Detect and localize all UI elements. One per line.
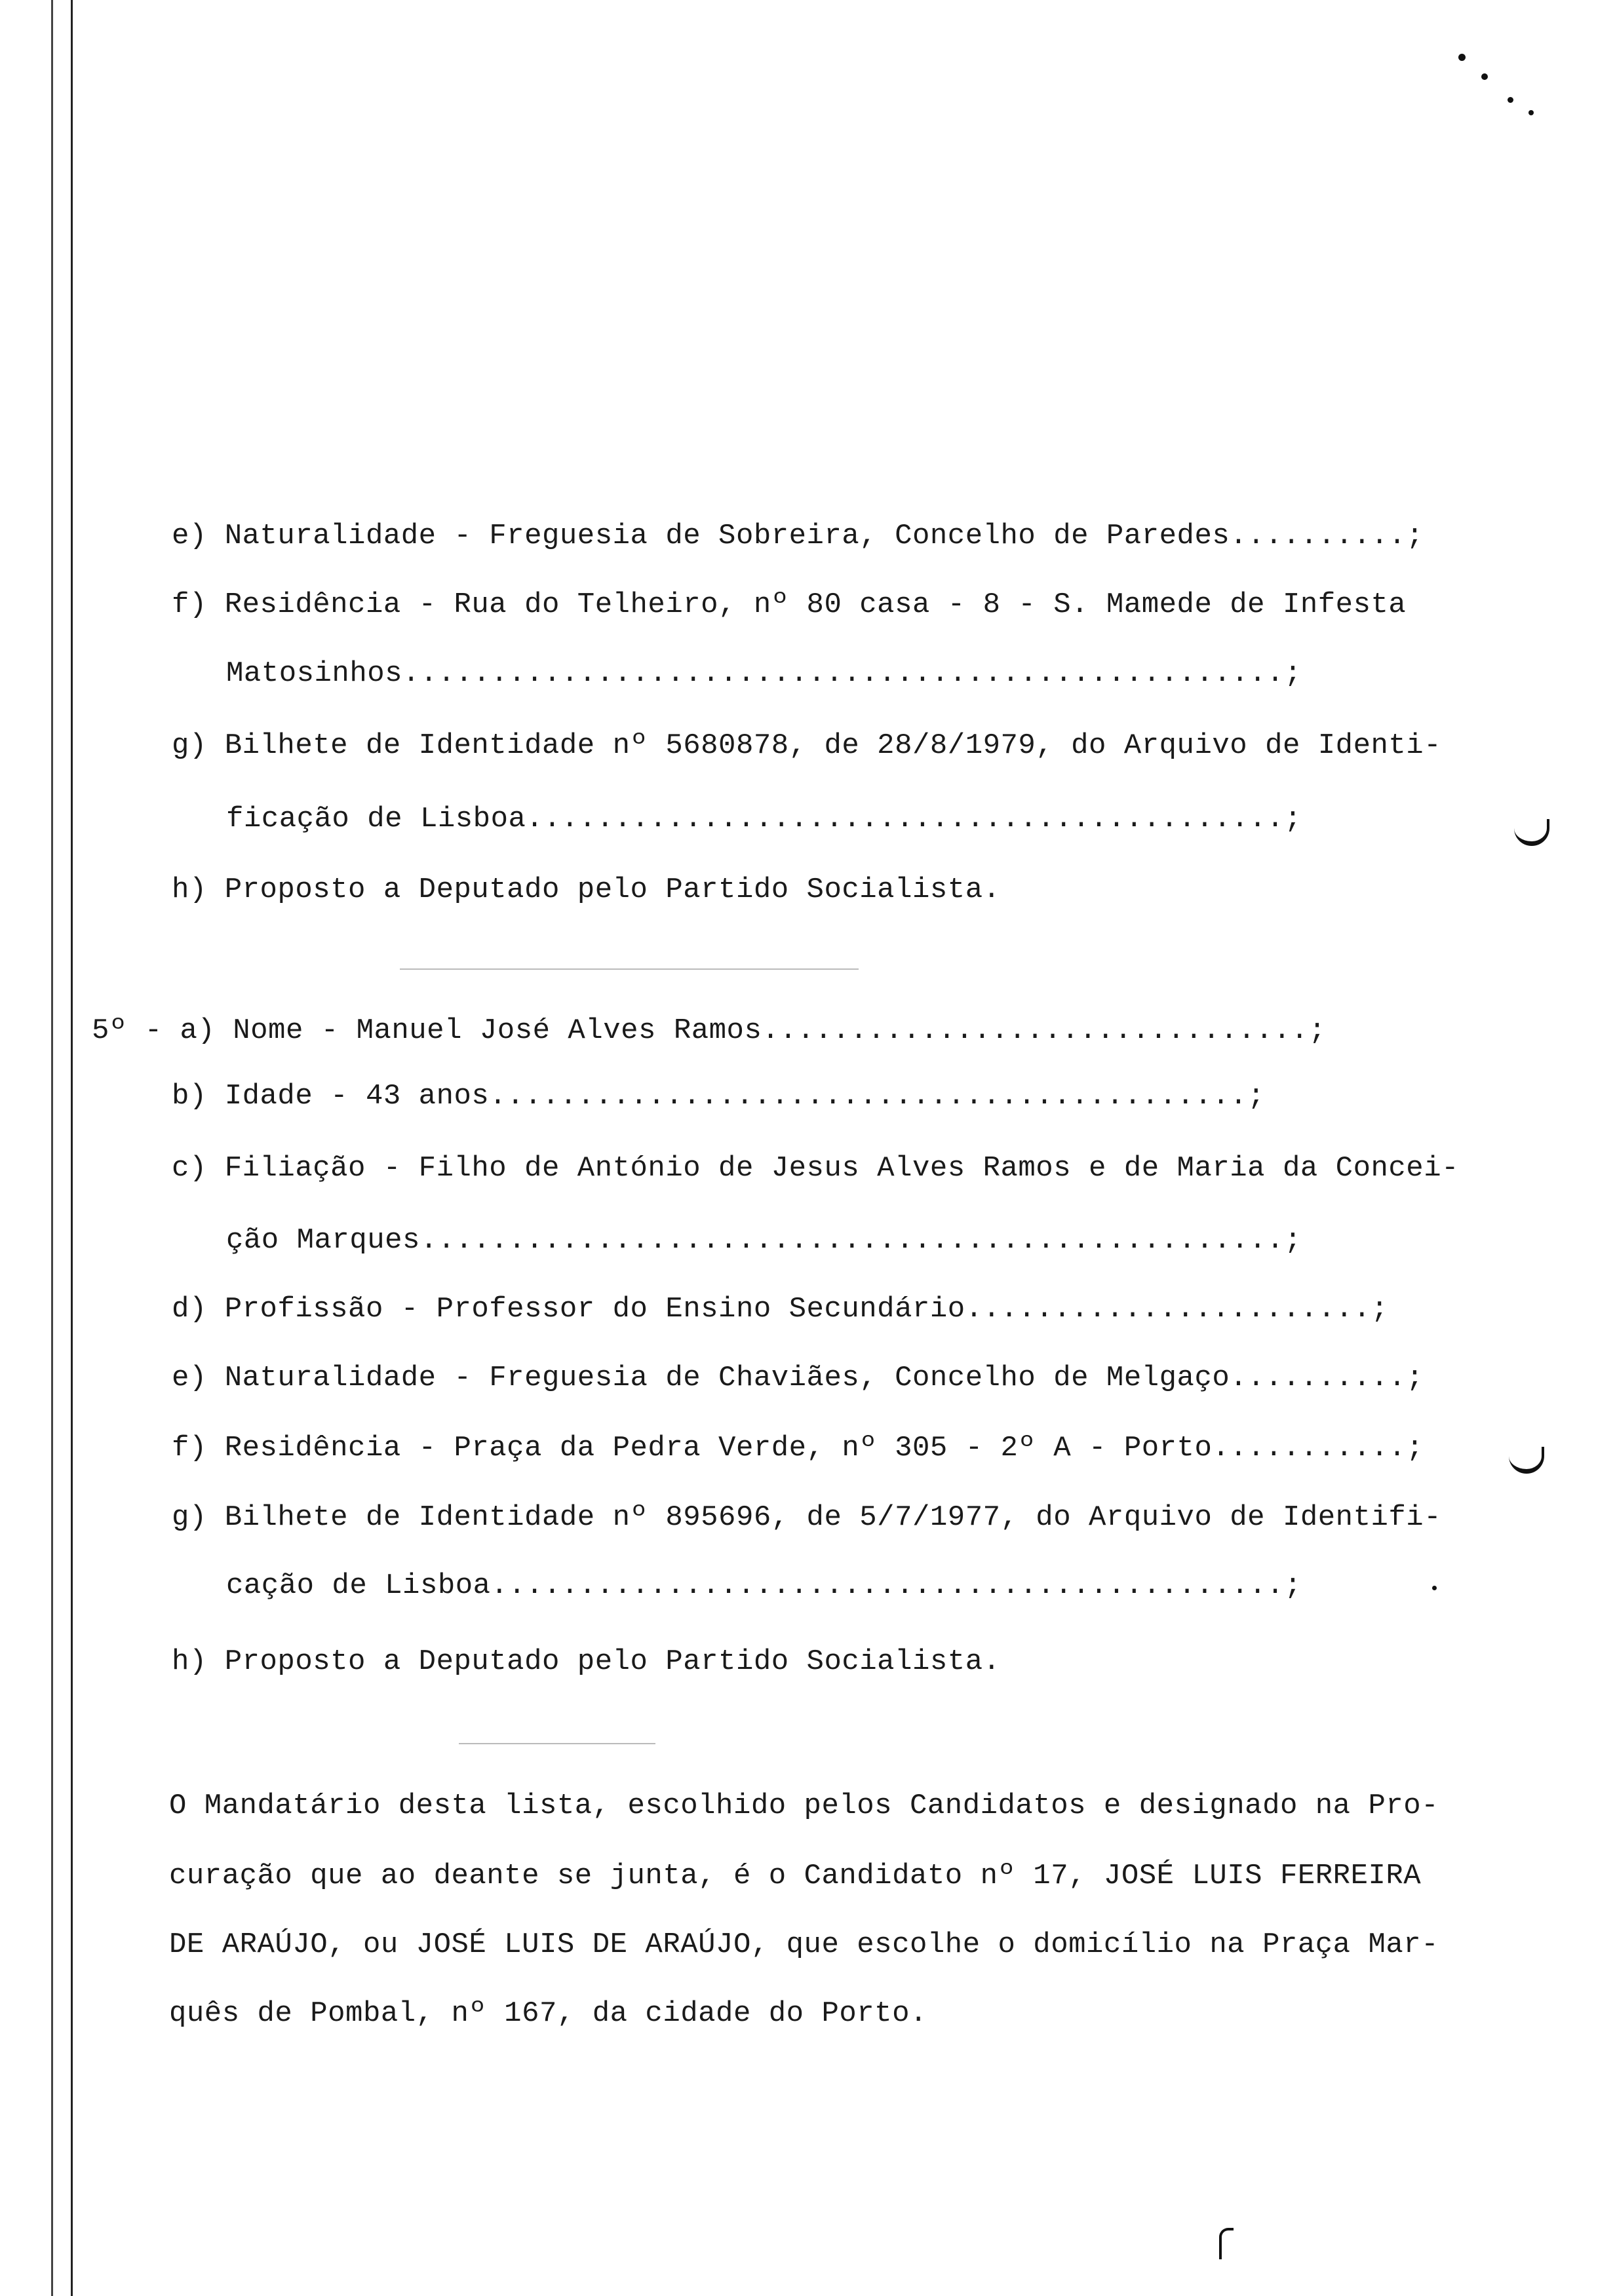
item-f-residencia-cont: Matosinhos..................................................; — [226, 657, 1302, 690]
candidate5-item-g-bilhete-cont: cação de Lisboa.............................................; — [226, 1569, 1302, 1602]
mandatario-paragraph-line: curação que ao deante se junta, é o Candidato nº 17, JOSÉ LUIS FERREIRA — [169, 1860, 1422, 1892]
candidate5-item-d-profissao: d) Profissão - Professor do Ensino Secundário.......................; — [172, 1293, 1389, 1326]
candidate5-item-f-residencia: f) Residência - Praça da Pedra Verde, nº 305 - 2º A - Porto...........; — [172, 1432, 1424, 1464]
item-f-residencia: f) Residência - Rua do Telheiro, nº 80 casa - 8 - S. Mamede de Infesta — [172, 588, 1407, 621]
mandatario-paragraph-line: DE ARAÚJO, ou JOSÉ LUIS DE ARAÚJO, que escolhe o domicílio na Praça Mar- — [169, 1928, 1439, 1961]
candidate5-item-h-proposto: h) Proposto a Deputado pelo Partido Socialista. — [172, 1645, 1001, 1678]
scan-artifact — [459, 1743, 655, 1744]
mandatario-paragraph-line: O Mandatário desta lista, escolhido pelos Candidatos e designado na Pro- — [169, 1789, 1439, 1822]
candidate5-item-c-filiacao: c) Filiação - Filho de António de Jesus Alves Ramos e de Maria da Concei- — [172, 1152, 1460, 1185]
candidate5-item-b-idade: b) Idade - 43 anos...........................................; — [172, 1080, 1266, 1113]
check-mark-arc — [1509, 1447, 1544, 1474]
item-h-proposto: h) Proposto a Deputado pelo Partido Socialista. — [172, 873, 1001, 906]
ink-dot — [1432, 1586, 1437, 1590]
scan-artifact — [400, 968, 859, 970]
check-mark-arc — [1514, 819, 1549, 846]
ink-dot — [1528, 110, 1534, 115]
ink-dot — [1481, 73, 1488, 80]
binding-margin-line — [71, 0, 73, 2296]
ink-dot — [1458, 54, 1466, 61]
item-g-bilhete-cont: ficação de Lisboa...........................................; — [226, 803, 1302, 835]
candidate5-item-c-filiacao-cont: ção Marques.................................................; — [226, 1224, 1302, 1257]
candidate5-item-e-naturalidade: e) Naturalidade - Freguesia de Chaviães, Concelho de Melgaço..........; — [172, 1362, 1424, 1394]
candidate5-item-g-bilhete: g) Bilhete de Identidade nº 895696, de 5/7/1977, do Arquivo de Identifi- — [172, 1501, 1442, 1534]
ink-dot — [1508, 97, 1513, 103]
mandatario-paragraph-line: quês de Pombal, nº 167, da cidade do Porto. — [169, 1997, 927, 2030]
item-g-bilhete: g) Bilhete de Identidade nº 5680878, de 28/8/1979, do Arquivo de Identi- — [172, 729, 1442, 762]
pen-stroke — [1219, 2228, 1234, 2259]
candidate5-item-a-nome: 5º - a) Nome - Manuel José Alves Ramos...............................; — [92, 1014, 1327, 1047]
item-e-naturalidade: e) Naturalidade - Freguesia de Sobreira, Concelho de Paredes..........; — [172, 520, 1424, 552]
binding-margin-line — [51, 0, 53, 2296]
